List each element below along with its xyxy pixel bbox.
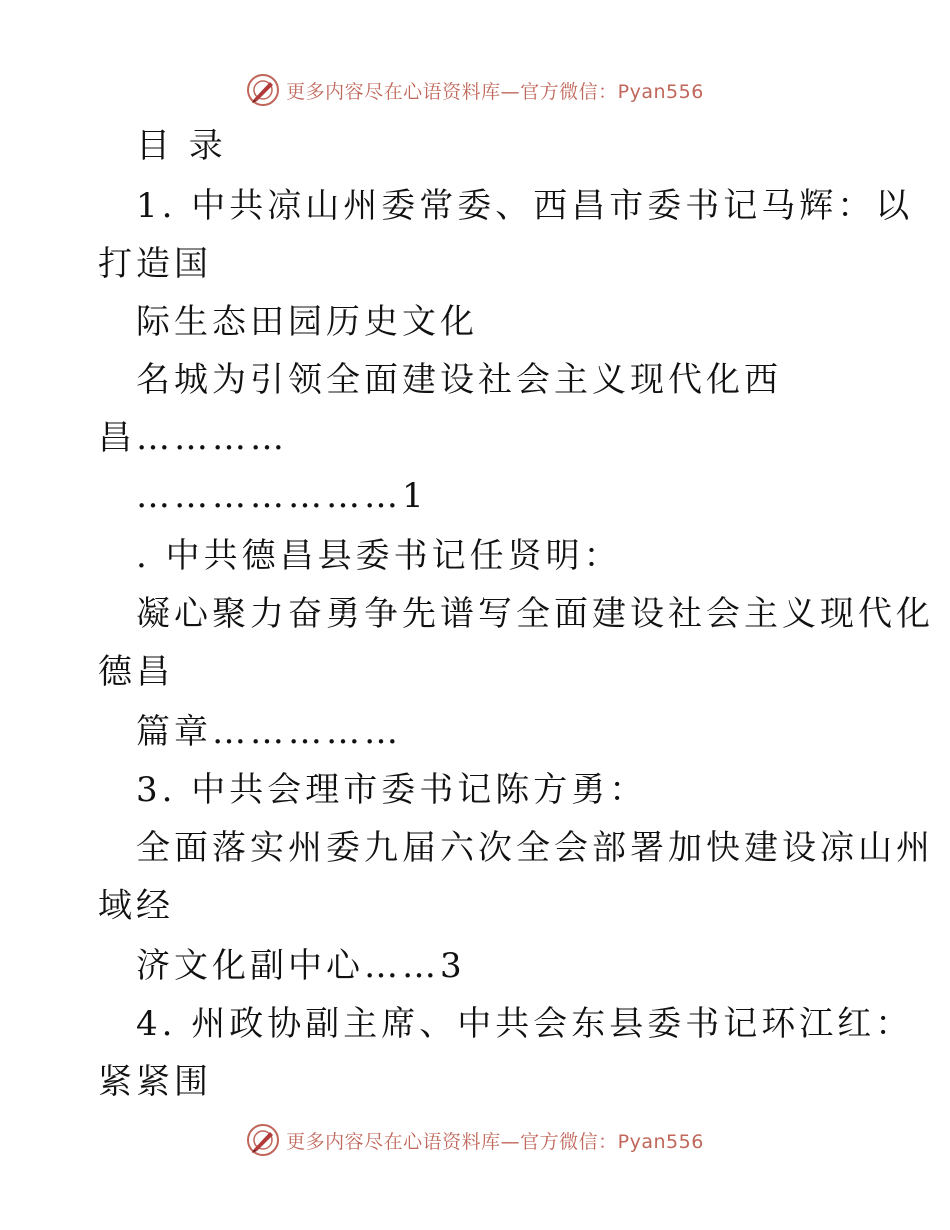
toc-line: 4. 州政协副主席、中共会东县委书记环江红： xyxy=(136,1004,914,1044)
toc-line: 1. 中共凉山州委常委、西昌市委书记马辉：以 xyxy=(136,186,914,226)
toc-line: 济文化副中心……3 xyxy=(136,946,466,986)
banner-text: 更多内容尽在心语资料库—官方微信：Pyan556 xyxy=(286,80,704,103)
toc-line: 昌………… xyxy=(98,418,288,458)
footer-banner xyxy=(0,1120,950,1160)
toc-line: 篇章…………… xyxy=(136,712,402,752)
toc-line: 紧紧围 xyxy=(98,1062,212,1102)
toc-line: 域经 xyxy=(98,886,174,926)
toc-line: 德昌 xyxy=(98,652,174,692)
toc-line: 3. 中共会理市委书记陈方勇： xyxy=(136,770,648,810)
toc-line: 打造国 xyxy=(98,244,212,284)
toc-line: 际生态田园历史文化 xyxy=(136,302,478,342)
header-banner xyxy=(0,70,950,110)
toc-line: 全面落实州委九届六次全会部署加快建设凉山州 xyxy=(136,828,934,868)
pen-logo-icon xyxy=(246,1123,280,1157)
toc-heading: 目 录 xyxy=(136,126,227,166)
toc-line: 名城为引领全面建设社会主义现代化西 xyxy=(136,360,782,400)
banner-text: 更多内容尽在心语资料库—官方微信：Pyan556 xyxy=(286,1130,704,1153)
toc-line: 凝心聚力奋勇争先谱写全面建设社会主义现代化 xyxy=(136,594,934,634)
pen-logo-icon xyxy=(246,73,280,107)
toc-line: . 中共德昌县委书记任贤明： xyxy=(136,536,622,576)
toc-line: …………………1 xyxy=(136,476,428,516)
